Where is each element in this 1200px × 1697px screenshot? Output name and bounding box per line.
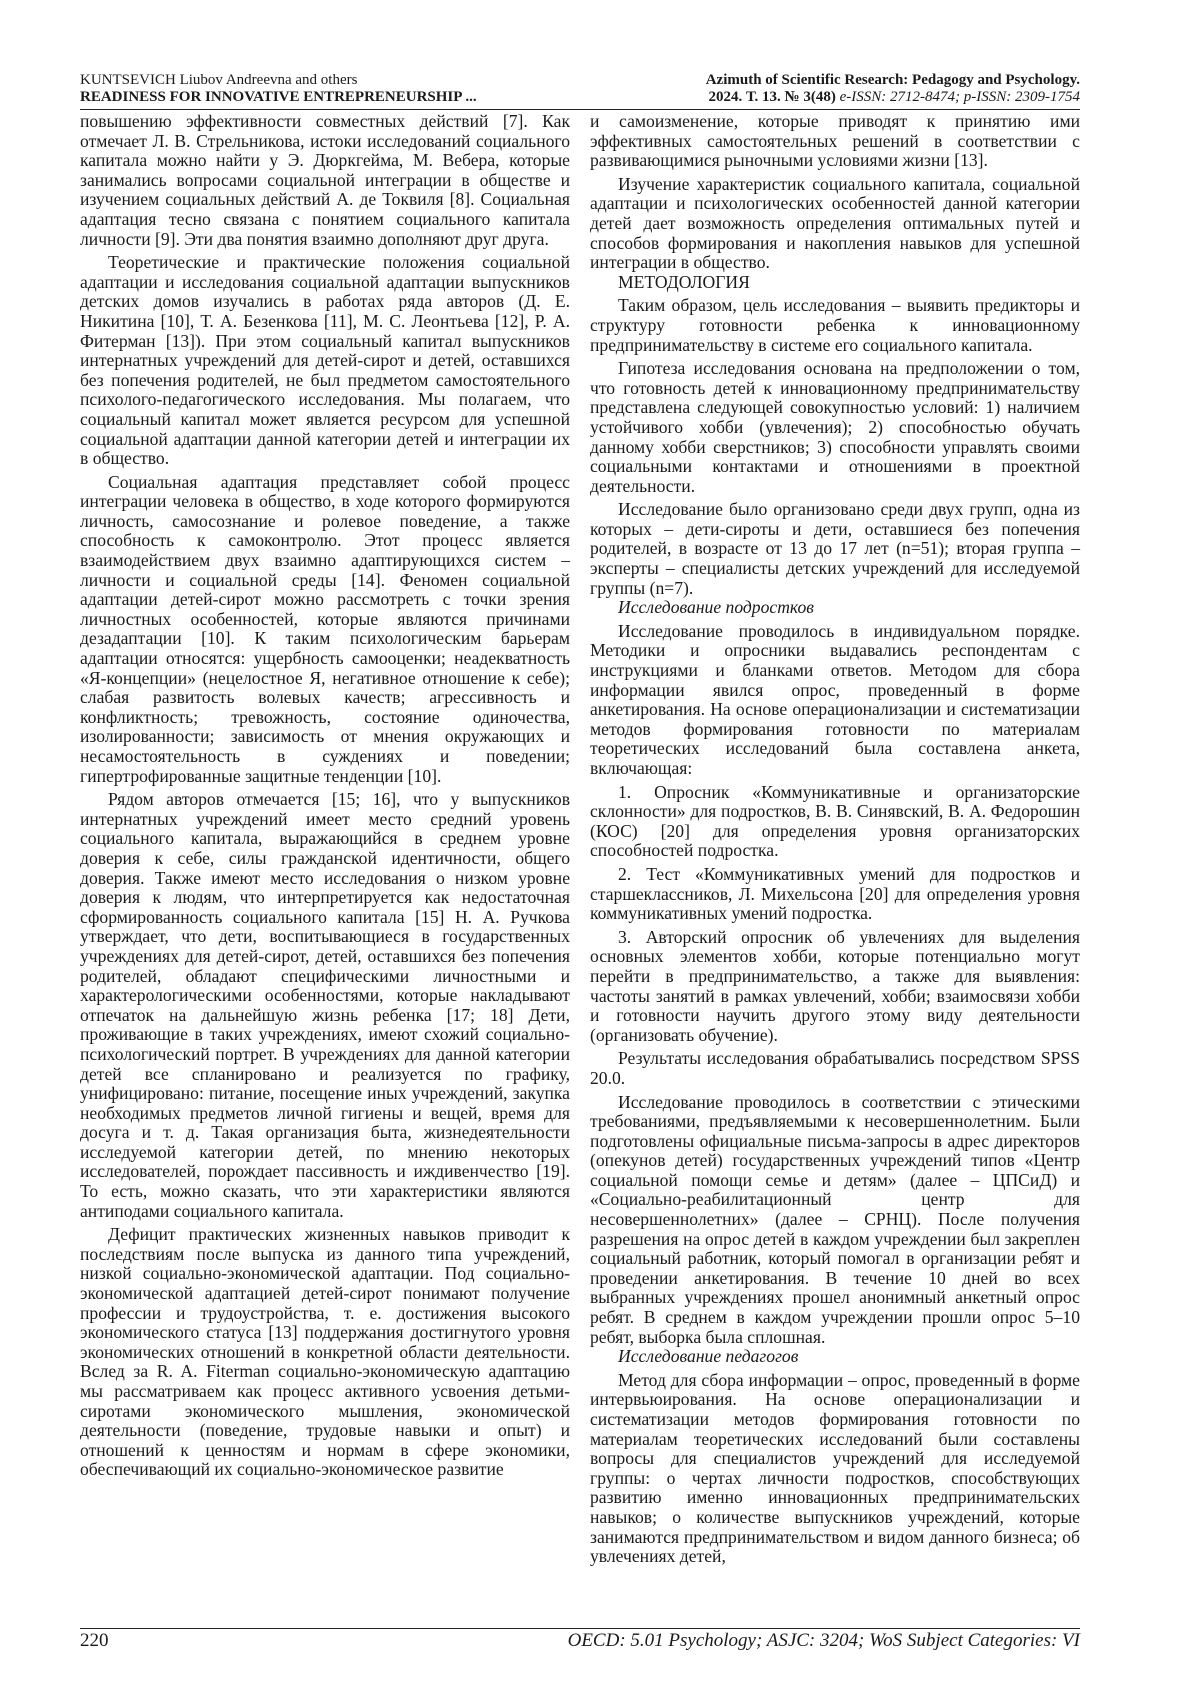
header-issue-line — [560, 89, 1080, 106]
paragraph-continued: повышению эффективности совместных действий [7]. Как отмечает Л. В. Стрельникова, истоки исследований социального капитала можно найти у Э. Дюркгейма, М. Вебера, которые занимались вопросами социальной интеграции в обществе и изучением социальных действий А. де Токвиля [8]. Социальная адаптация тесно связана с понятием социального капитала личности [9]. Эти два понятия взаимно дополняют друг друга. — [80, 111, 570, 249]
right-column — [590, 112, 1080, 1567]
paragraph: Исследование проводилось в соответствии с этическими требованиями, предъявляемыми к несовершеннолетним. Были подготовлены официальные письма-запросы в адрес директоров (опекунов детей) государственных учреждений типов «Центр социальной помощи семье и детям» (далее – ЦПСиД) и «Социально-реабилитационный центр для несовершеннолетних» (далее – СРНЦ). После получения разрешения на опрос детей в каждом учреждении был закреплен социальный работник, который помогал в организации ребят и проведении анкетирования. В течение 10 дней во всех выбранных учреждениях прошел анонимный анкетный опрос ребят. В среднем в каждом учреждении прошли опрос 5–10 ребят, выборка была сплошная. — [590, 1091, 1080, 1347]
paragraph: Теоретические и практические положения социальной адаптации и исследования социальной адаптации выпускников детских домов изучались в работах ряда авторов (Д. Е. Никитина [10], Т. А. Безенкова [11], М. С. Леонтьева [12], Р. А. Фитерман [13]). При этом социальный капитал выпускников интернатных учреждений для детей-сирот и детей, оставшихся без попечения родителей, не был предметом самостоятельного психолого-педагогического исследования. Мы полагаем, что социальный капитал может является ресурсом для успешной социальной адаптации данной категории детей и интеграции их в общество. — [80, 252, 570, 469]
paragraph: Результаты исследования обрабатывались посредством SPSS 20.0. — [590, 1048, 1080, 1088]
paragraph: Дефицит практических жизненных навыков приводит к последствиям после выпуска из данного типа учреждений, низкой социально-экономической адаптации. Под социально-экономической адаптацией детей-сирот понимают получение профессии и трудоустройства, т. е. достижения высокого экономического статуса [13] поддержания достигнутого уровня экономических отношений в конкретной области деятельности. Вслед за R. A. Fiterman социально-экономическую адаптацию мы рассматриваем как процесс активного усвоения детьми-сиротами экономического мышления, экономической деятельности (поведение, трудовые навыки и опыт) и отношений к ценностям и нормам в сфере экономики, обеспечивающий их социально-экономическое развитие — [80, 1224, 570, 1480]
paragraph: Рядом авторов отмечается [15; 16], что у выпускников интернатных учреждений имеет место средний уровень социального капитала, выражающийся в среднем уровне доверия к себе, силы гражданской идентичности, общего доверия. Также имеют место исследования о низком уровне доверия к людям, что интерпретируется как недостаточная сформированность социального капитала [15] Н. А. Ручкова утверждает, что дети, воспитывающиеся в государственных учреждениях для детей-сирот, детей, оставшихся без попечения родителей, обладают специфическими личностными и характерологическими особенностями, которые накладывают отпечаток на дальнейшую жизнь ребенка [17; 18] Дети, проживающие в таких учреждениях, имеют схожий социально-психологический портрет. В учреждениях для данной категории детей все спланировано и реализуется по графику, унифицировано: питание, посещение иных учреждений, закупка необходимых предметов личной гигиены и вещей, время для досуга и т. д. Такая организация быта, жизнедеятельности исследуемой категории детей, по мнению некоторых исследователей, порождает пассивность и иждивенчество [19]. То есть, можно сказать, что эти характеристики являются антиподами социального капитала. — [80, 789, 570, 1221]
running-header-left — [80, 72, 600, 106]
paragraph: Исследование проводилось в индивидуальном порядке. Методики и опросники выдавались респондентам с инструкциями и бланками ответов. Методом для сбора информации явился опрос, проведенный в форме анкетирования. На основе операционализации и систематизации методов формирования готовности по материалам теоретических исследований была составлена анкета, включающая: — [590, 620, 1080, 778]
paragraph: Социальная адаптация представляет собой процесс интеграции человека в общество, в ходе которого формируются личность, самосознание и ролевое поведение, а также способность к самоконтролю. Этот процесс является взаимодействием двух взаимно адаптирующихся систем – личности и социальной среды [14]. Феномен социальной адаптации детей-сирот можно рассмотреть с точки зрения личностных особенностей, которые являются причинами дезадаптации [10]. К таким психологическим барьерам адаптации относятся: ущербность самооценки; неадекватность «Я-концепции» (нецелостное Я, негативное отношение к себе); слабая развитость волевых качеств; агрессивность и конфликтность; тревожность, состояние одиночества, изолированности; зависимость от мнения окружающих и несамостоятельность в суждениях и поведении; гипертрофированные защитные тенденции [10]. — [80, 471, 570, 786]
header-divider — [80, 109, 1080, 110]
subsection-heading: Исследование подростков — [618, 597, 814, 618]
header-journal-title: Azimuth of Scientific Research: Pedagogy and Psychology. — [705, 72, 1080, 88]
paragraph: Изучение характеристик социального капитала, социальной адаптации и психологических особенностей данной категории детей дает возможность определения оптимальных путей и способов формирования и накопления навыков для успешной интеграции в общество. — [590, 173, 1080, 273]
paragraph: 3. Авторский опросник об увлечениях для выделения основных элементов хобби, которые потенциально могут перейти в предпринимательство, а также для выявления: частоты занятий в рамках увлечений, хобби; взаимосвязи хобби и готовности научить другого этому виду деятельности (организовать обучение). — [590, 926, 1080, 1045]
classification-codes: OECD: 5.01 Psychology; ASJC: 3204; WoS Subject Categories: VI — [567, 1630, 1080, 1651]
section-heading: МЕТОДОЛОГИЯ — [618, 271, 750, 292]
running-header-right — [560, 72, 1080, 106]
page-number: 220 — [80, 1630, 109, 1651]
paragraph: Таким образом, цель исследования – выявить предикторы и структуру готовности ребенка к инновационному предпринимательству в системе его социального капитала. — [590, 295, 1080, 355]
paragraph: Метод для сбора информации – опрос, проведенный в форме интервьюирования. На основе операционализации и систематизации методов формирования готовности по материалам теоретических исследований были составлены вопросы для специалистов учреждений для исследуемой группы: о чертах личности подростков, способствующих развитию именно инновационных предпринимательских навыков; о количестве выпускников учреждений, которые занимаются предпринимательством и видом данного бизнеса; об увлечениях детей, — [590, 1369, 1080, 1567]
paragraph: Гипотеза исследования основана на предположении о том, что готовность детей к инновационному предпринимательству представлена следующей совокупностью условий: 1) наличием устойчивого хобби (увлечения); 2) способностью обучать данному хобби сверстников; 3) способности управлять своими социальными контактами и отношениями в проектной деятельности. — [590, 358, 1080, 496]
paragraph: Исследование было организовано среди двух групп, одна из которых – дети-сироты и дети, оставшиеся без попечения родителей, в возрасте от 13 до 17 лет (n=51); вторая группа – эксперты – специалисты детских учреждений для исследуемой группы (n=7). — [590, 499, 1080, 598]
footer-divider — [80, 1628, 1080, 1629]
left-column — [80, 112, 570, 1480]
header-short-title: READINESS FOR INNOVATIVE ENTREPRENEURSHIP ... — [80, 89, 477, 105]
header-issue: 2024. Т. 13. № 3(48) — [708, 89, 836, 105]
header-issn: e-ISSN: 2712-8474; p-ISSN: 2309-1754 — [839, 89, 1080, 105]
paragraph-continued: и самоизменение, которые приводят к принятию ими эффективных самостоятельных решений в соответствии с развивающимися рыночными условиями жизни [13]. — [590, 111, 1080, 171]
paragraph: 2. Тест «Коммуникативных умений для подростков и старшеклассников, Л. Михельсона [20] для определения уровня коммуникативных умений подростка. — [590, 863, 1080, 924]
subsection-heading: Исследование педагогов — [618, 1346, 799, 1367]
header-authors: KUNTSEVICH Liubov Andreevna and others — [80, 72, 358, 88]
paragraph: 1. Опросник «Коммуникативные и организаторские склонности» для подростков, В. В. Синявский, В. А. Федорошин (КОС) [20] для определения уровня организаторских способностей подростка. — [590, 781, 1080, 861]
